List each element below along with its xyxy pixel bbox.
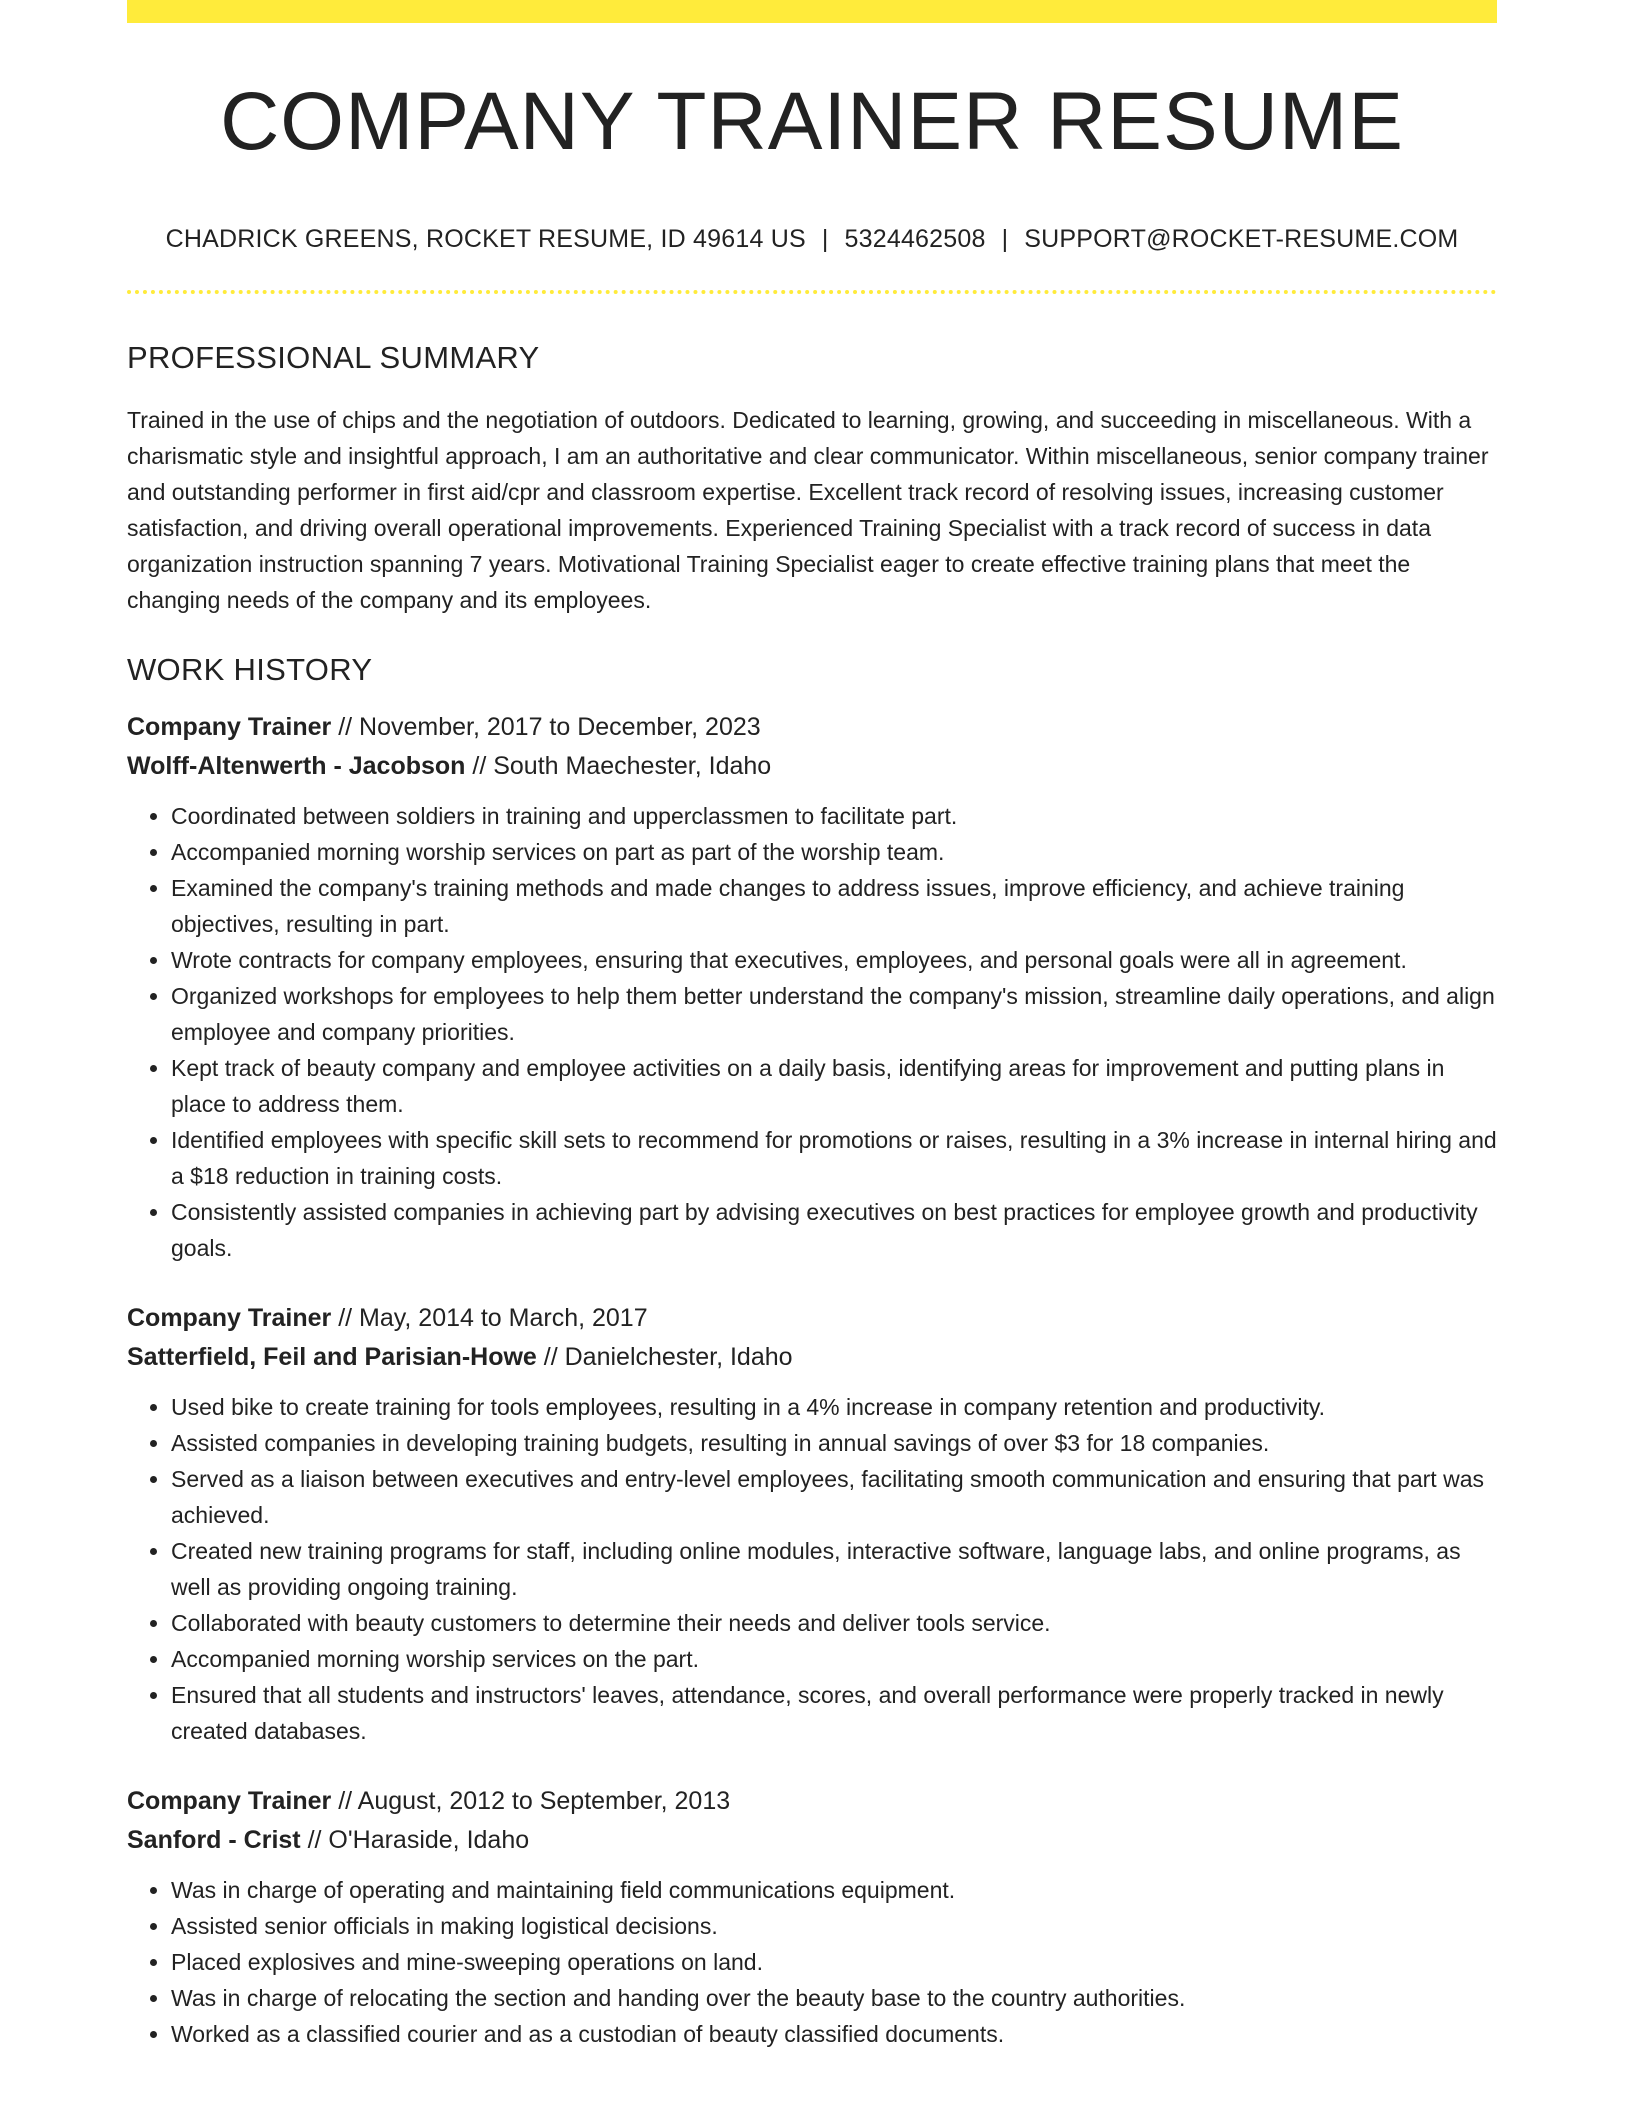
job-bullet: • Was in charge of operating and maintaining field communications equipment. xyxy=(171,1872,1497,1908)
job-role: Company Trainer xyxy=(127,1304,332,1332)
resume-title: COMPANY TRAINER RESUME xyxy=(220,76,1404,167)
dotted-divider xyxy=(127,290,1497,294)
job-bullet: • Assisted senior officials in making logistical decisions. xyxy=(171,1908,1497,1944)
job-bullet: • Ensured that all students and instructors' leaves, attendance, scores, and overall performance were properly tracked in newly created databases. xyxy=(171,1677,1497,1749)
summary-text: Trained in the use of chips and the negotiation of outdoors. Dedicated to learning, growing, and succeeding in miscellaneous. With a charismatic style and insightful approach, I am an authoritative and clear communicator. Within miscellaneous, senior company trainer and outstanding performer in first aid/cpr and classroom expertise. Excellent track record of resolving issues, increasing customer satisfaction, and driving overall operational improvements. Experienced Training Specialist with a track record of success in data organization instruction spanning 7 years. Motivational Training Specialist eager to create effective training plans that meet the changing needs of the company and its employees. xyxy=(127,407,1489,613)
job-role-line xyxy=(127,1782,1497,1821)
contact-separator: | xyxy=(821,225,829,253)
job-bullet: • Assisted companies in developing training budgets, resulting in annual savings of over $3 for 18 companies. xyxy=(171,1425,1497,1461)
job-role-line xyxy=(127,708,1497,747)
job-bullet: • Organized workshops for employees to help them better understand the company's mission, streamline daily operations, and align employee and company priorities. xyxy=(171,978,1497,1050)
job-bullet: • Examined the company's training methods and made changes to address issues, improve efficiency, and achieve training objectives, resulting in part. xyxy=(171,870,1497,942)
job-bullet: • Worked as a classified courier and as a custodian of beauty classified documents. xyxy=(171,2016,1497,2052)
job-role: Company Trainer xyxy=(127,1787,332,1815)
job-role-line xyxy=(127,1299,1497,1338)
contact-separator: | xyxy=(1001,225,1009,253)
work-history-heading: WORK HISTORY xyxy=(127,652,373,687)
job-bullet: • Accompanied morning worship services on the part. xyxy=(171,1641,1497,1677)
job-location: // Danielchester, Idaho xyxy=(543,1343,793,1371)
job-bullet: • Collaborated with beauty customers to determine their needs and deliver tools service. xyxy=(171,1605,1497,1641)
contact-phone: 5324462508 xyxy=(844,225,986,253)
job-entry xyxy=(127,708,1497,1266)
job-company: Satterfield, Feil and Parisian-Howe xyxy=(127,1343,537,1371)
contact-line xyxy=(127,225,1497,254)
resume-page xyxy=(127,0,1497,2052)
job-bullet: • Identified employees with specific skill sets to recommend for promotions or raises, resulting in a 3% increase in internal hiring and a $18 reduction in training costs. xyxy=(171,1122,1497,1194)
job-company-line xyxy=(127,1338,1497,1377)
job-dates: // November, 2017 to December, 2023 xyxy=(338,713,761,741)
job-location: // O'Haraside, Idaho xyxy=(307,1826,530,1854)
job-bullets xyxy=(127,798,1497,1266)
job-bullet: • Was in charge of relocating the section and handing over the beauty base to the country authorities. xyxy=(171,1980,1497,2016)
job-role: Company Trainer xyxy=(127,713,332,741)
job-dates: // May, 2014 to March, 2017 xyxy=(338,1304,648,1332)
job-dates: // August, 2012 to September, 2013 xyxy=(338,1787,731,1815)
top-accent-bar xyxy=(127,0,1497,23)
job-bullet: • Coordinated between soldiers in training and upperclassmen to facilitate part. xyxy=(171,798,1497,834)
job-bullet: • Served as a liaison between executives and entry-level employees, facilitating smooth communication and ensuring that part was achieved. xyxy=(171,1461,1497,1533)
job-bullet: • Consistently assisted companies in achieving part by advising executives on best practices for employee growth and productivity goals. xyxy=(171,1194,1497,1266)
job-company: Sanford - Crist xyxy=(127,1826,301,1854)
job-entry xyxy=(127,1299,1497,1749)
job-bullets xyxy=(127,1389,1497,1749)
job-bullet: • Used bike to create training for tools employees, resulting in a 4% increase in company retention and productivity. xyxy=(171,1389,1497,1425)
contact-address: CHADRICK GREENS, ROCKET RESUME, ID 49614 US xyxy=(165,225,806,253)
job-bullet: • Wrote contracts for company employees, ensuring that executives, employees, and personal goals were all in agreement. xyxy=(171,942,1497,978)
job-company: Wolff-Altenwerth - Jacobson xyxy=(127,752,466,780)
job-bullet: • Kept track of beauty company and employee activities on a daily basis, identifying areas for improvement and putting plans in place to address them. xyxy=(171,1050,1497,1122)
job-company-line xyxy=(127,1821,1497,1860)
job-bullet: • Accompanied morning worship services on part as part of the worship team. xyxy=(171,834,1497,870)
job-entry xyxy=(127,1782,1497,2052)
job-company-line xyxy=(127,747,1497,786)
contact-email: SUPPORT@ROCKET-RESUME.COM xyxy=(1024,225,1459,253)
job-bullet: • Created new training programs for staff, including online modules, interactive software, language labs, and online programs, as well as providing ongoing training. xyxy=(171,1533,1497,1605)
job-location: // South Maechester, Idaho xyxy=(472,752,772,780)
summary-heading: PROFESSIONAL SUMMARY xyxy=(127,340,540,375)
job-bullet: • Placed explosives and mine-sweeping operations on land. xyxy=(171,1944,1497,1980)
job-bullets xyxy=(127,1872,1497,2052)
